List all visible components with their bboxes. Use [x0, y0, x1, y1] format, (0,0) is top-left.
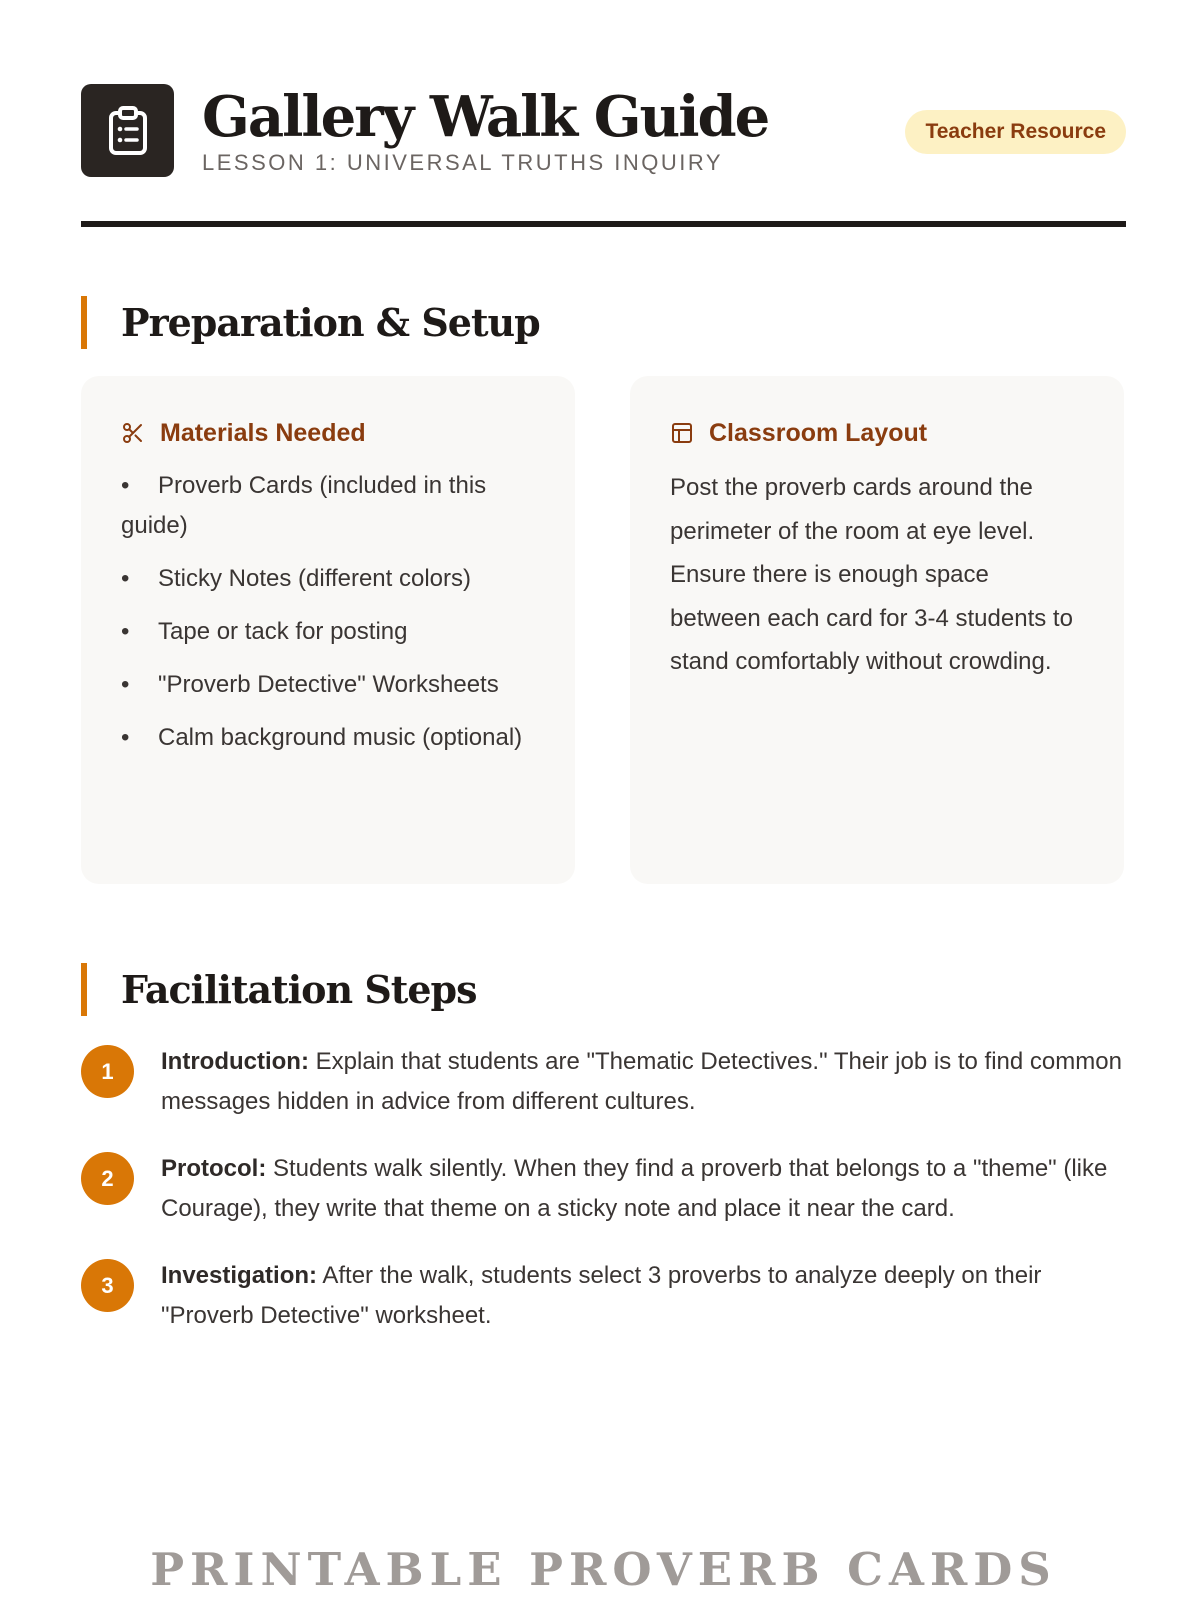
header-divider: [81, 221, 1126, 227]
list-item: • Sticky Notes (different colors): [121, 565, 471, 592]
list-item: • Tape or tack for posting: [121, 618, 408, 645]
scissors-icon: [121, 421, 145, 445]
step-item: [81, 1256, 1126, 1336]
list-item: • Calm background music (optional): [121, 724, 523, 751]
materials-title: Materials Needed: [160, 418, 366, 447]
section-title-preparation: Preparation & Setup: [81, 296, 540, 349]
list-item: • "Proverb Detective" Worksheets: [121, 671, 499, 698]
step-label: Introduction:: [161, 1048, 309, 1075]
step-text: [161, 1256, 1126, 1336]
step-text: [161, 1149, 1126, 1229]
step-number-badge: 3: [81, 1259, 134, 1312]
materials-card-header: [121, 416, 535, 450]
step-number-badge: 1: [81, 1045, 134, 1098]
layout-description: Post the proverb cards around the perimeter of the room at eye level. Ensure there is enough space between each card for 3-4 students to stand comfortably without crowding.: [670, 474, 1073, 675]
printable-cards-heading: PRINTABLE PROVERB CARDS: [150, 1543, 1057, 1596]
materials-item-text: Calm background music (optional): [158, 724, 523, 751]
materials-item-text: "Proverb Detective" Worksheets: [158, 671, 499, 698]
step-description: Explain that students are "Thematic Detectives." Their job is to find common messages hidden in advice from different cultures.: [161, 1048, 1122, 1115]
materials-item-text: Tape or tack for posting: [158, 618, 408, 645]
list-item: • Proverb Cards (included in this guide): [121, 472, 487, 539]
clipboard-icon: [106, 106, 150, 156]
step-description: Students walk silently. When they find a proverb that belongs to a "theme" (like Courage), they write that theme on a sticky note and place it near the card.: [161, 1155, 1108, 1222]
page: [81, 0, 1126, 1600]
steps-list: [81, 1042, 1126, 1363]
materials-card: [81, 376, 575, 884]
step-label: Protocol:: [161, 1155, 267, 1182]
materials-item-text: Sticky Notes (different colors): [158, 565, 471, 592]
logo: [81, 84, 174, 177]
resource-badge: Teacher Resource: [905, 110, 1126, 154]
step-text: [161, 1042, 1126, 1122]
step-number-badge: 2: [81, 1152, 134, 1205]
step-item: [81, 1149, 1126, 1229]
step-description: After the walk, students select 3 proverbs to analyze deeply on their "Proverb Detective" worksheet.: [161, 1262, 1042, 1329]
step-item: [81, 1042, 1126, 1122]
layout-card-header: [670, 416, 1084, 450]
materials-list: [121, 466, 535, 758]
layout-icon: [670, 421, 694, 445]
layout-title: Classroom Layout: [709, 418, 928, 447]
materials-item-text: Proverb Cards (included in this guide): [121, 472, 487, 539]
layout-card: [630, 376, 1124, 884]
section-title-facilitation: Facilitation Steps: [81, 963, 476, 1016]
page-title: Gallery Walk Guide: [202, 84, 769, 150]
page-header: [81, 84, 1126, 180]
step-label: Investigation:: [161, 1262, 318, 1289]
page-subtitle: LESSON 1: UNIVERSAL TRUTHS INQUIRY: [202, 150, 724, 175]
